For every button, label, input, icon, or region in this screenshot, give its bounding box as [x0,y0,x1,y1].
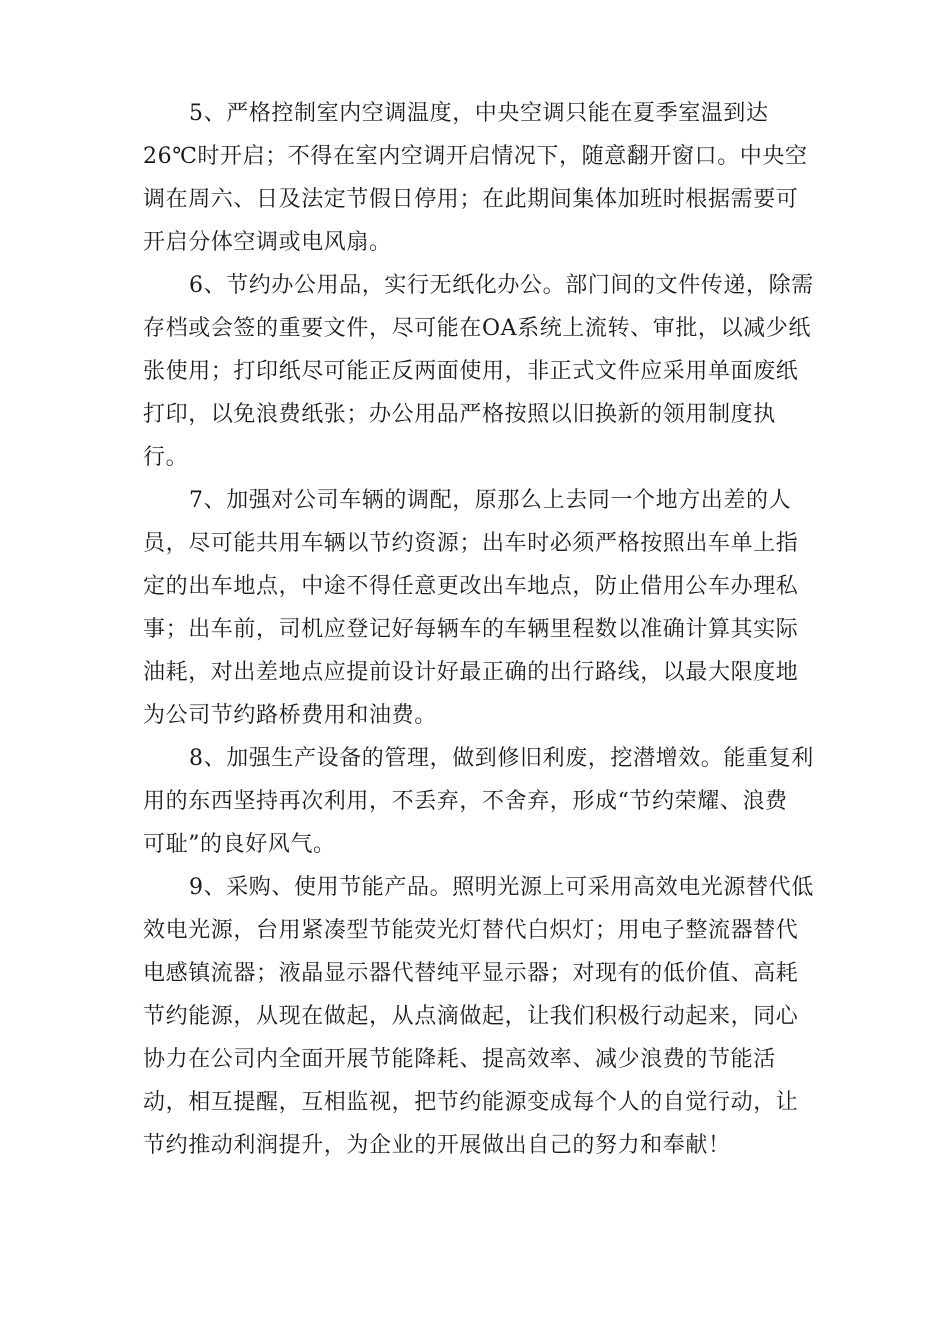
paragraph-7 [143,479,815,737]
text-line: 节约推动利润提升，为企业的开展做出自己的努力和奉献！ [143,1133,731,1158]
text-line: 油耗，对出差地点应提前设计好最正确的出行路线，以最大限度地 [143,660,799,685]
text-line: 张使用；打印纸尽可能正反两面使用，非正式文件应采用单面废纸 [143,359,799,384]
text-line: 动，相互提醒，互相监视，把节约能源变成每个人的自觉行动，让 [143,1090,799,1115]
text-line: 9、采购、使用节能产品。照明光源上可采用高效电光源替代低 [189,875,814,900]
text-line: 协力在公司内全面开展节能降耗、提高效率、减少浪费的节能活 [143,1047,776,1072]
text-line: 8、加强生产设备的管理，做到修旧利废，挖潜增效。能重复利 [189,746,814,771]
text-line: 5、严格控制室内空调温度，中央空调只能在夏季室温到达 [189,101,769,126]
paragraph-8 [143,737,815,866]
text-line: 开启分体空调或电风扇。 [143,230,392,255]
paragraph-6 [143,264,815,479]
text-line: 用的东西坚持再次利用，不丢弃，不舍弃，形成“节约荣耀、浪费 [143,789,788,814]
text-line: 为公司节约路桥费用和油费。 [143,703,437,728]
text-line: 6、节约办公用品，实行无纸化办公。部门间的文件传递，除需 [189,273,814,298]
text-line: 电感镇流器；液晶显示器代替纯平显示器；对现有的低价值、高耗 [143,961,799,986]
text-line: 节约能源，从现在做起，从点滴做起，让我们积极行动起来，同心 [143,1004,799,1029]
text-line: 可耻”的良好风气。 [143,832,336,857]
text-line: 7、加强对公司车辆的调配，原那么上去同一个地方出差的人 [189,488,792,513]
text-line: 行。 [143,445,189,470]
text-line: 26℃时开启；不得在室内空调开启情况下，随意翻开窗口。中央空 [143,144,808,169]
text-line: 效电光源，台用紧凑型节能荧光灯替代白炽灯；用电子整流器替代 [143,918,799,943]
text-line: 事；出车前，司机应登记好每辆车的车辆里程数以准确计算其实际 [143,617,799,642]
paragraph-5 [143,92,815,264]
text-line: 存档或会签的重要文件，尽可能在OA系统上流转、审批，以减少纸 [143,316,811,341]
paragraph-9 [143,866,815,1167]
text-line: 定的出车地点，中途不得任意更改出车地点，防止借用公车办理私 [143,574,799,599]
document-body [143,92,815,1167]
text-line: 员，尽可能共用车辆以节约资源；出车时必须严格按照出车单上指 [143,531,799,556]
text-line: 打印，以免浪费纸张；办公用品严格按照以旧换新的领用制度执 [143,402,776,427]
text-line: 调在周六、日及法定节假日停用；在此期间集体加班时根据需要可 [143,187,799,212]
